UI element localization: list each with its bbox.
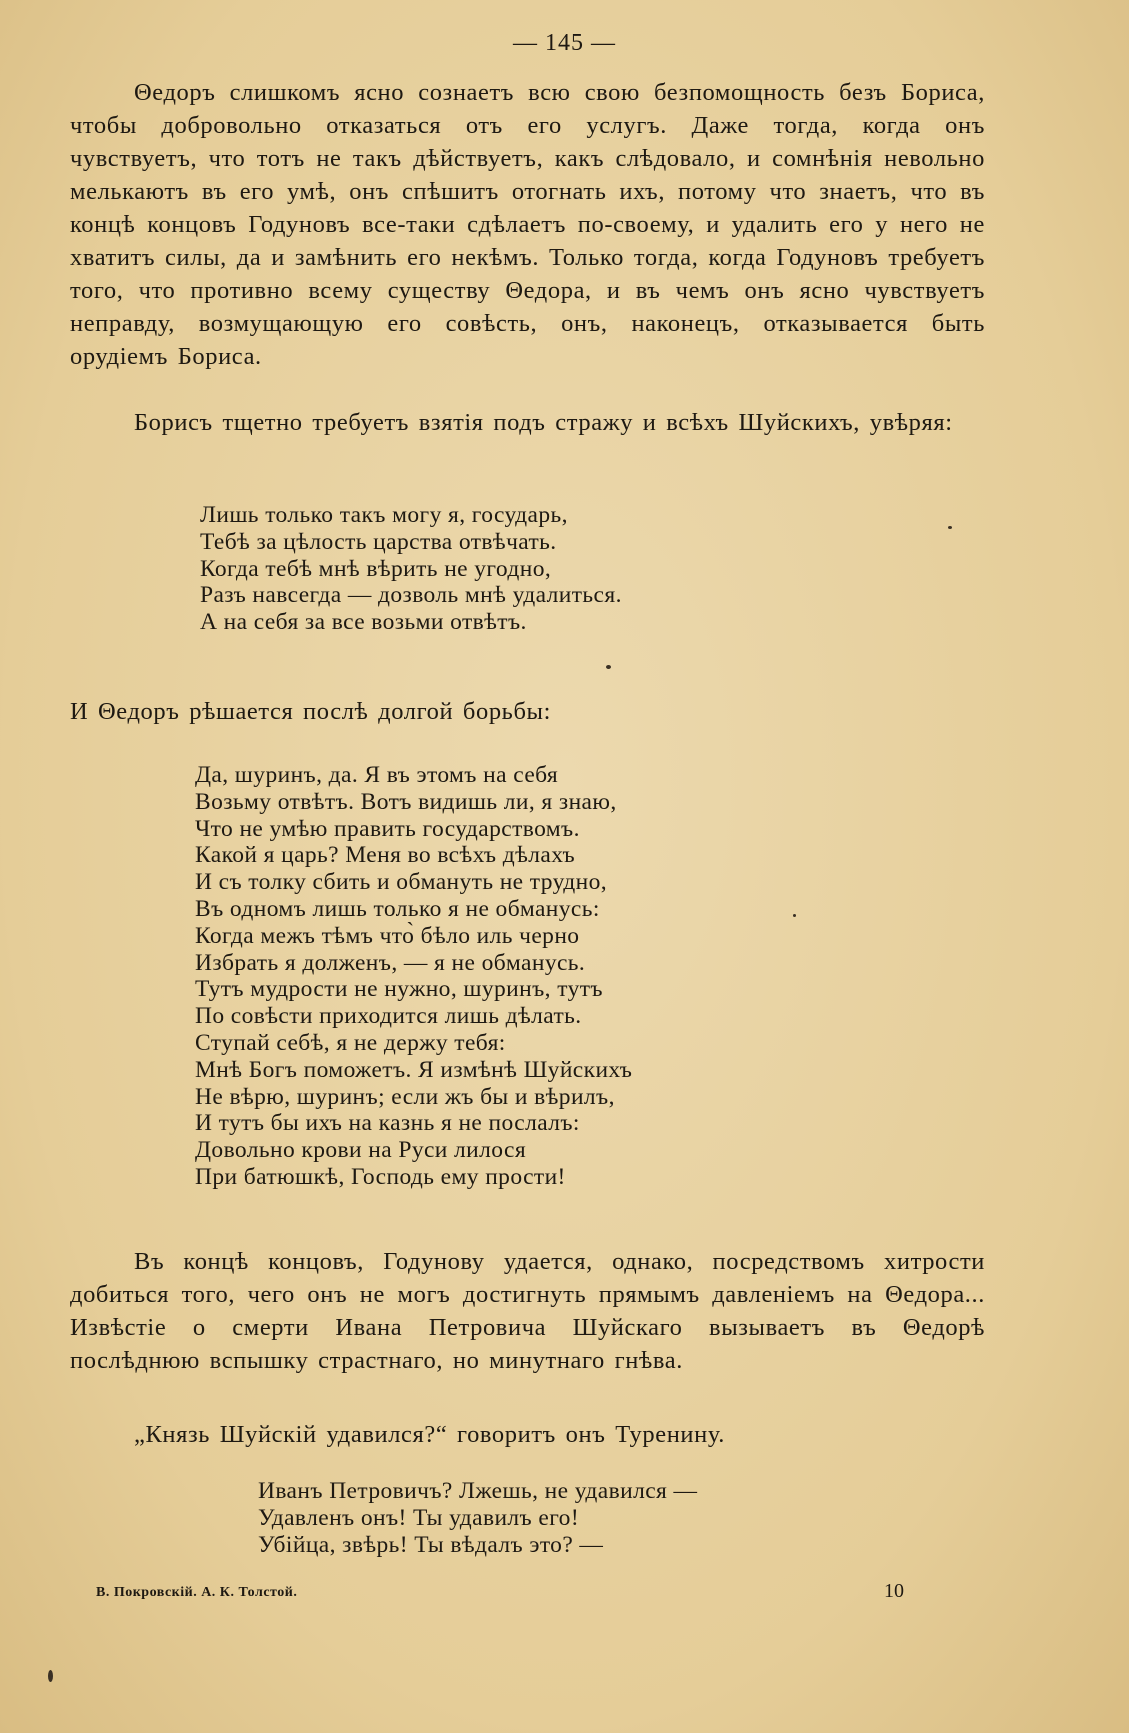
paragraph-1-block [70, 76, 985, 373]
verse-line: Что не умѣю править государствомъ. [195, 815, 580, 842]
verse-line: Лишь только такъ могу я, государь, [200, 502, 568, 528]
verse-quote-1 [200, 502, 622, 636]
signature-number: 10 [884, 1580, 904, 1602]
paragraph-4: Въ концѣ концовъ, Годунову удается, однако, посредствомъ хитрости добиться того, чего онъ не могъ достигнуть прямымъ давленіемъ на Θедора... Извѣстіе о смерти Ивана Петровича Шуйскаго вызываетъ въ Θедорѣ послѣднюю вспышку страстнаго, но минутнаго гнѣва. [70, 1248, 985, 1374]
paper-speck [48, 1670, 53, 1682]
paper-speck [606, 665, 611, 669]
verse-line: Убійца, звѣрь! Ты вѣдалъ это? — [258, 1531, 604, 1558]
paragraph-3-block [70, 695, 985, 728]
verse-line: Когда межъ тѣмъ что̀ бѣло иль черно [195, 922, 580, 949]
verse-quote-2 [195, 762, 632, 1191]
verse-line: А на себя за все возьми отвѣтъ. [200, 609, 527, 636]
paragraph-3: И Θедоръ рѣшается послѣ долгой борьбы: [70, 698, 551, 725]
paragraph-2: Борисъ тщетно требуетъ взятія подъ стражу и всѣхъ Шуйскихъ, увѣряя: [134, 409, 953, 436]
paper-speck [948, 526, 952, 529]
verse-quote-3 [258, 1478, 697, 1558]
verse-line: Мнѣ Богъ поможетъ. Я измѣнѣ Шуйскихъ [195, 1056, 633, 1083]
paragraph-1: Θедоръ слишкомъ ясно сознаетъ всю свою безпомощность безъ Бориса, чтобы добровольно отказаться отъ его услугъ. Даже тогда, когда онъ чувствуетъ, что тотъ не такъ дѣйствуетъ, какъ слѣдовало, и сомнѣнія невольно мелькаютъ въ его умѣ, онъ спѣшитъ отогнать ихъ, потому что знаетъ, что въ концѣ концовъ Годуновъ все-таки сдѣлаетъ по-своему, и удалить его у него не хватитъ силы, да и замѣнить его некѣмъ. Только тогда, когда Годуновъ требуетъ того, что противно всему существу Θедора, и въ чемъ онъ ясно чувствуетъ неправду, возмущающую его совѣсть, онъ, наконецъ, отказывается быть орудіемъ Бориса. [70, 79, 985, 370]
verse-line: Иванъ Петровичъ? Лжешь, не удавился — [258, 1478, 698, 1504]
page-number: — 145 — [513, 30, 616, 56]
verse-line: И съ толку сбить и обмануть не трудно, [195, 869, 608, 896]
verse-line: Разъ навсегда — дозволь мнѣ удалиться. [200, 582, 622, 609]
signature-mark: В. Покровскій. А. К. Толстой. [96, 1585, 298, 1600]
paper-speck [793, 914, 796, 917]
paragraph-5: „Князь Шуйскій удавился?“ говоритъ онъ Туренину. [134, 1421, 725, 1448]
verse-line: При батюшкѣ, Господь ему прости! [195, 1163, 566, 1190]
verse-line: Да, шуринъ, да. Я въ этомъ на себя [195, 762, 559, 788]
verse-line: Не вѣрю, шуринъ; если жъ бы и вѣрилъ, [195, 1083, 615, 1110]
verse-line: Какой я царь? Меня во всѣхъ дѣлахъ [195, 842, 576, 869]
verse-line: Довольно крови на Руси лилося [195, 1137, 527, 1164]
verse-line: Въ одномъ лишь только я не обманусь: [195, 895, 600, 922]
verse-line: Возьму отвѣтъ. Вотъ видишь ли, я знаю, [195, 788, 617, 815]
paragraph-4-block [70, 1245, 985, 1377]
verse-line: Когда тебѣ мнѣ вѣрить не угодно, [200, 555, 552, 582]
verse-line: Ступай себѣ, я не держу тебя: [195, 1029, 506, 1056]
verse-line: Тутъ мудрости не нужно, шуринъ, тутъ [195, 976, 603, 1003]
verse-line: Тебѣ за цѣлость царства отвѣчать. [200, 528, 557, 555]
verse-line: Удавленъ онъ! Ты удавилъ его! [258, 1504, 580, 1531]
paragraph-5-block [70, 1418, 985, 1451]
verse-line: И тутъ бы ихъ на казнь я не послалъ: [195, 1110, 580, 1137]
verse-line: Избрать я долженъ, — я не обманусь. [195, 949, 586, 976]
verse-line: По совѣсти приходится лишь дѣлать. [195, 1003, 582, 1030]
paragraph-2-block [70, 406, 985, 439]
